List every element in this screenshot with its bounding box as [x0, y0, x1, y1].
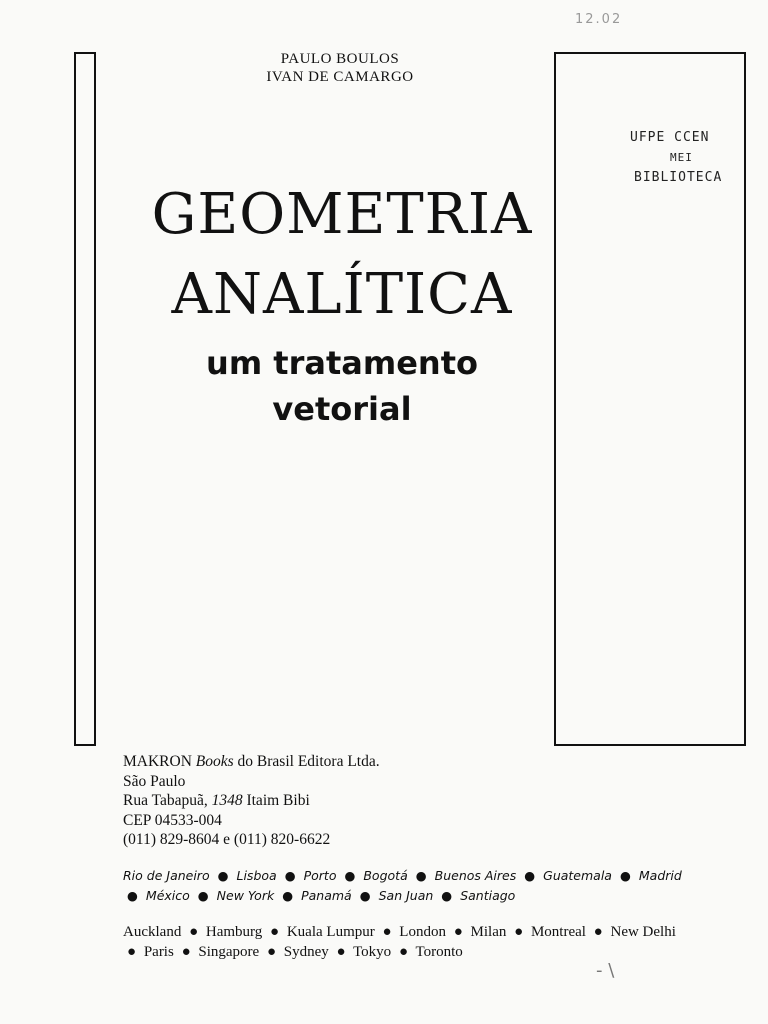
stamp-line: BIBLIOTECA	[634, 170, 723, 185]
bullet-separator: ●	[398, 944, 408, 960]
city-name: Bogotá	[363, 868, 408, 883]
city-name: Singapore	[198, 944, 260, 960]
book-title	[100, 175, 584, 335]
bullet-separator: ●	[127, 944, 137, 960]
city-name: Panamá	[301, 888, 352, 903]
bullet-separator: ●	[336, 944, 346, 960]
publisher-name-part: do Brasil Editora Ltda.	[233, 753, 380, 770]
bullet-separator: ●	[266, 944, 277, 960]
city-name: Lisboa	[236, 868, 277, 883]
author-name: PAULO BOULOS	[280, 51, 400, 67]
city-name: San Juan	[378, 888, 434, 903]
bullet-separator: ●	[217, 868, 229, 883]
city-name: Madrid	[638, 868, 682, 883]
city-name: Buenos Aires	[434, 868, 517, 883]
city-name: Auckland	[123, 924, 182, 940]
authors	[200, 50, 480, 86]
city-name: Sydney	[283, 944, 329, 960]
district: Itaim Bibi	[242, 792, 310, 809]
cities-world-list	[123, 922, 683, 962]
city-name: New Delhi	[610, 924, 676, 940]
publisher-street	[123, 791, 380, 811]
city-name: Santiago	[460, 888, 516, 903]
city-name: Porto	[303, 868, 337, 883]
bullet-separator: ●	[181, 944, 191, 960]
bullet-separator: ●	[453, 924, 463, 940]
publisher-city: São Paulo	[123, 772, 186, 790]
bullet-separator: ●	[415, 868, 427, 883]
bullet-separator: ●	[619, 868, 631, 883]
city-name: México	[145, 888, 190, 903]
city-name: Guatemala	[543, 868, 612, 883]
city-name: Hamburg	[205, 924, 263, 940]
bullet-separator: ●	[441, 888, 453, 903]
city-name: Paris	[143, 944, 174, 960]
handwritten-note: 12.02	[575, 12, 623, 27]
publisher-name-part: MAKRON	[123, 753, 196, 770]
bullet-separator: ●	[514, 924, 524, 940]
bullet-separator: ●	[344, 868, 356, 883]
cities-latin-list	[123, 866, 683, 906]
street-number: 1348	[211, 792, 243, 809]
bullet-separator: ●	[524, 868, 536, 883]
subtitle-line: um tratamento	[206, 344, 478, 382]
bullet-separator: ●	[189, 924, 199, 940]
book-subtitle	[150, 340, 534, 432]
bullet-separator: ●	[593, 924, 603, 940]
publisher-phone: (011) 829-8604 e (011) 820-6622	[123, 831, 331, 848]
stamp-line: MEI	[670, 151, 693, 164]
city-name: Rio de Janeiro	[123, 868, 210, 883]
bullet-separator: ●	[197, 888, 209, 903]
city-name: Toronto	[415, 944, 463, 960]
bullet-separator: ●	[127, 888, 138, 903]
city-name: Milan	[470, 924, 507, 940]
title-line: GEOMETRIA	[151, 182, 533, 247]
city-name: Tokyo	[353, 944, 392, 960]
bullet-separator: ●	[359, 888, 371, 903]
publisher-name-italic: Books	[195, 753, 234, 770]
bullet-separator: ●	[270, 924, 280, 940]
city-name: New York	[216, 888, 275, 903]
publisher-info	[123, 752, 380, 850]
city-name: Kuala Lumpur	[286, 924, 375, 940]
library-stamp	[628, 128, 748, 188]
bullet-separator: ●	[282, 888, 294, 903]
publisher-name	[123, 752, 380, 772]
street-name: Rua Tabapuã,	[123, 792, 212, 809]
pencil-mark: - \	[596, 960, 615, 981]
left-frame	[74, 52, 96, 746]
author-name: IVAN DE CAMARGO	[266, 69, 414, 85]
bullet-separator: ●	[284, 868, 296, 883]
stamp-line: UFPE CCEN	[630, 130, 710, 145]
subtitle-line: vetorial	[272, 390, 412, 428]
city-name: London	[399, 924, 446, 940]
title-line: ANALÍTICA	[171, 262, 513, 327]
bullet-separator: ●	[382, 924, 392, 940]
publisher-cep: CEP 04533-004	[123, 811, 222, 829]
city-name: Montreal	[530, 924, 586, 940]
